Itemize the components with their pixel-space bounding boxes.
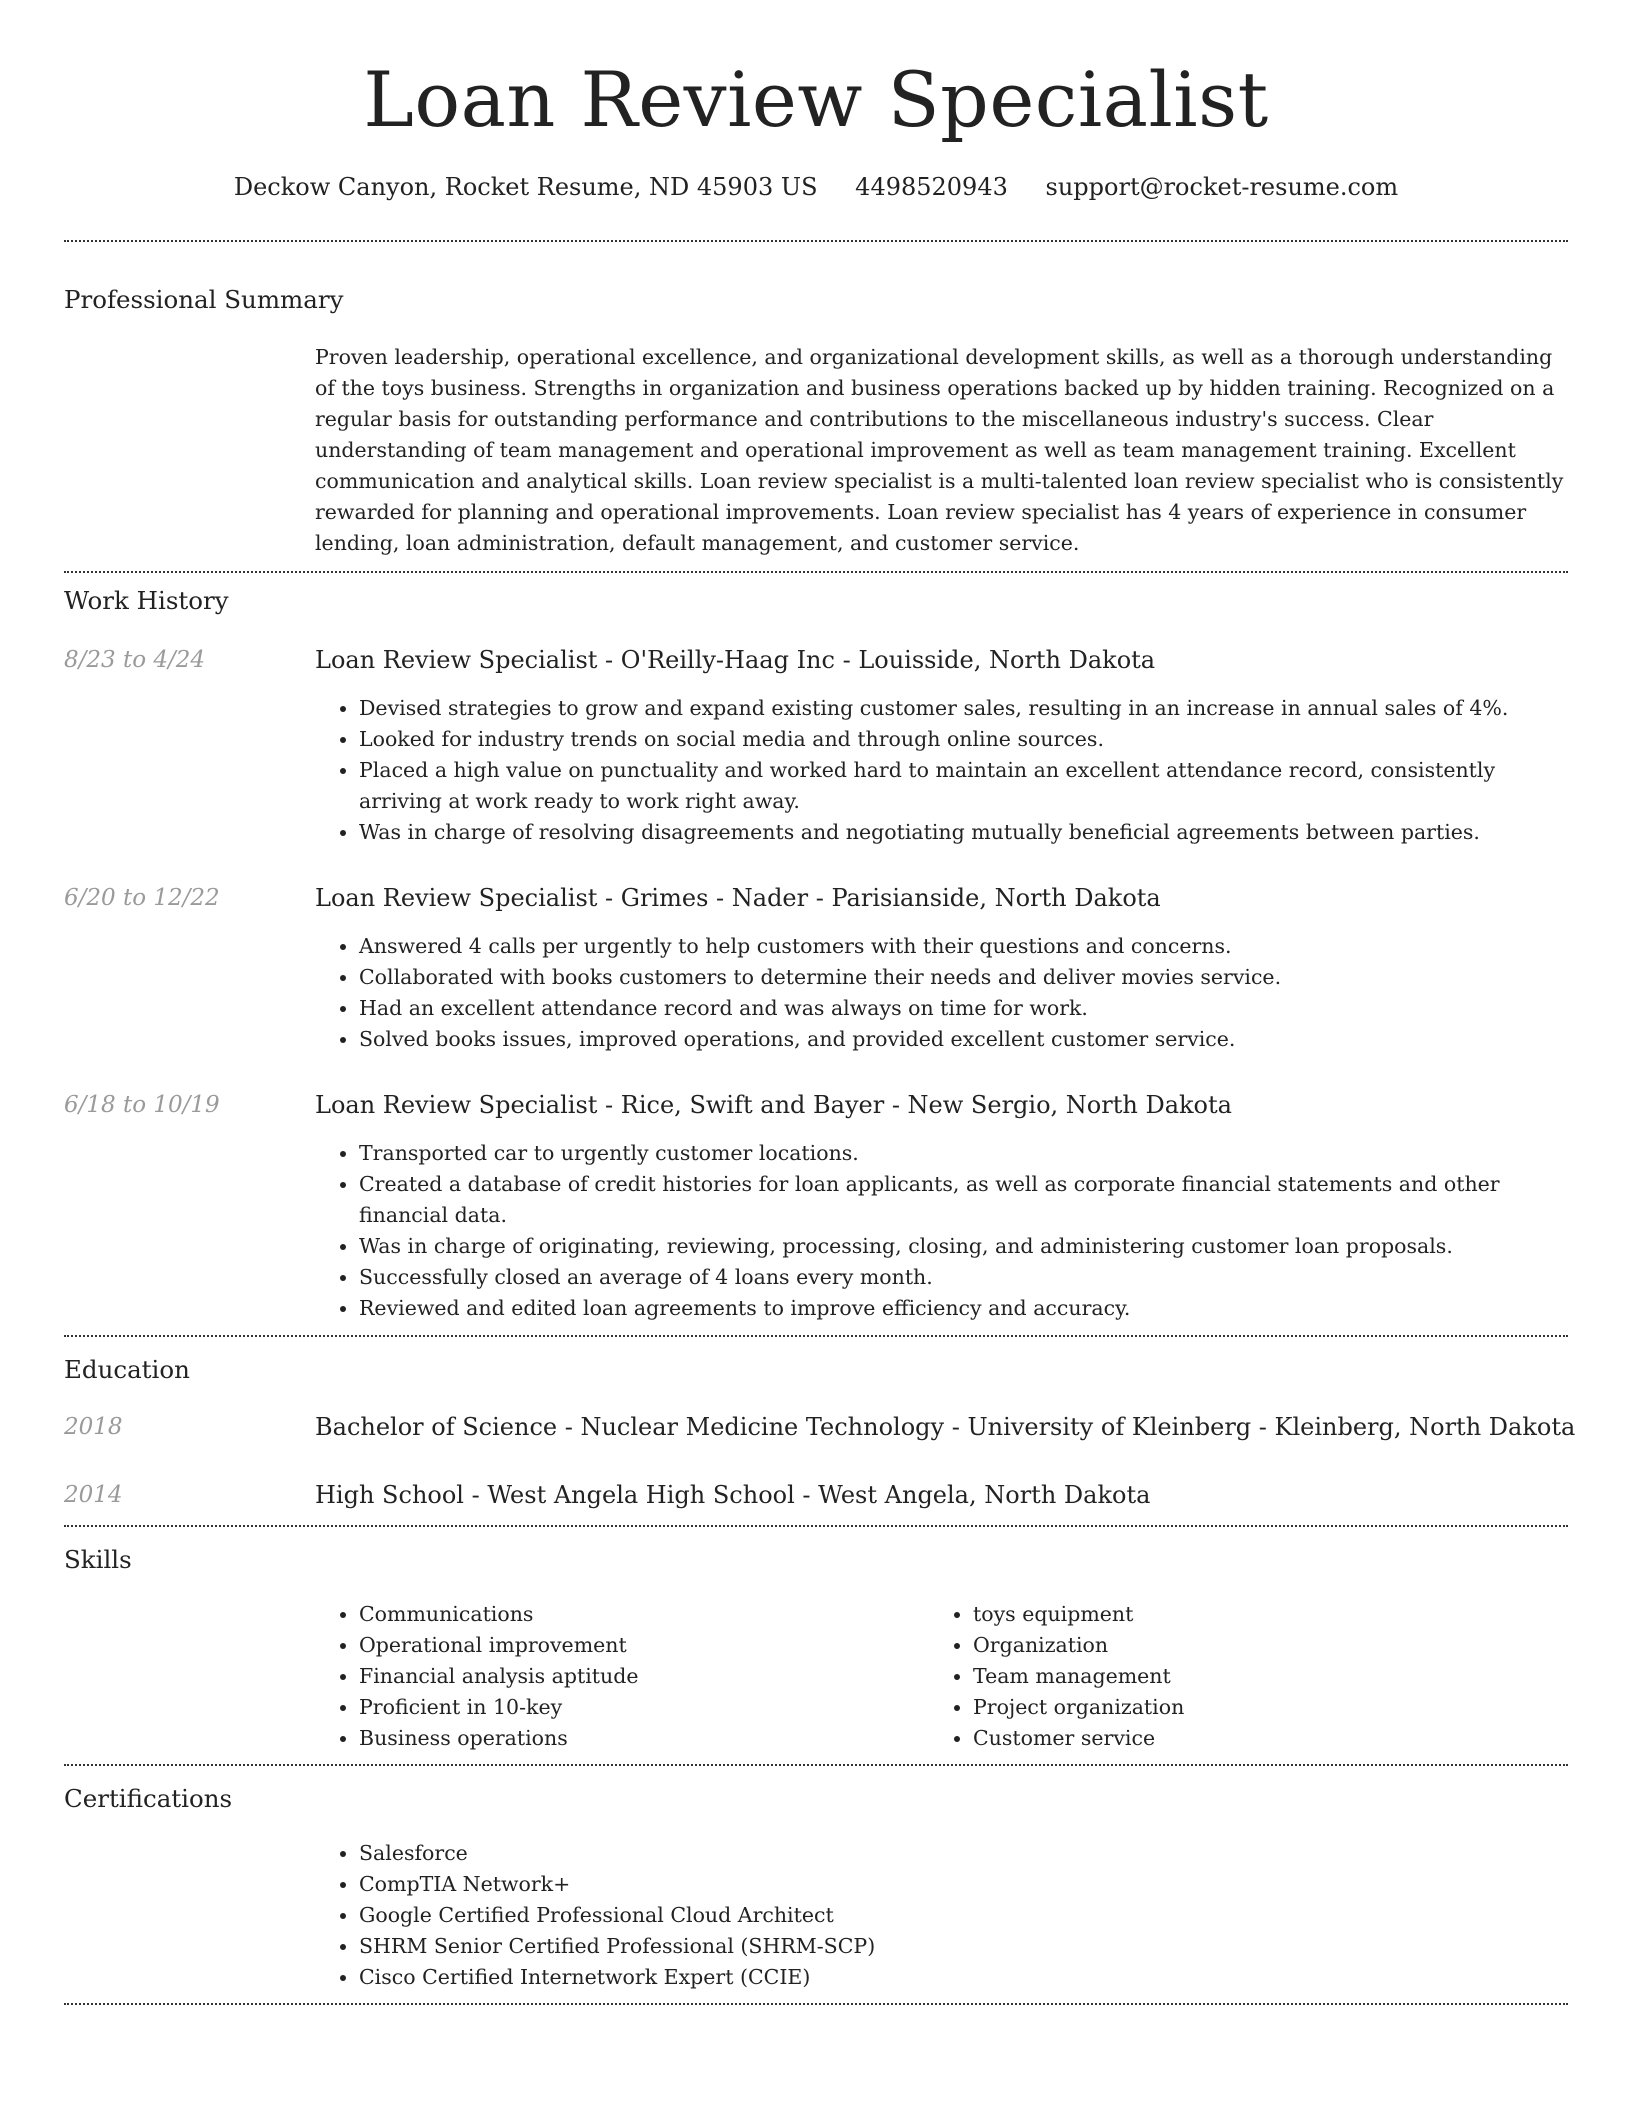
candidate-name: Loan Review Specialist xyxy=(363,55,1269,144)
list-item: • SHRM Senior Certified Professional (SHRM-SCP) xyxy=(359,1931,1568,1962)
job-role: Loan Review Specialist xyxy=(315,884,598,912)
list-item: • Looked for industry trends on social media and through online sources. xyxy=(359,724,1568,755)
list-item: • Solved books issues, improved operations, and provided excellent customer service. xyxy=(359,1024,1568,1055)
job-dates: 6/20 to 12/22 xyxy=(64,885,220,911)
job-employer: - O'Reilly-Haag Inc - Louisside, North Dakota xyxy=(597,646,1156,674)
divider xyxy=(64,1335,1568,1337)
job-bullets xyxy=(315,693,1568,848)
list-item: • Google Certified Professional Cloud Architect xyxy=(359,1900,1568,1931)
divider xyxy=(64,2003,1568,2005)
certifications-list xyxy=(315,1838,1568,1993)
list-item: • Transported car to urgently customer locations. xyxy=(359,1138,1568,1169)
job-title xyxy=(315,644,1155,676)
list-item: • Reviewed and edited loan agreements to improve efficiency and accuracy. xyxy=(359,1293,1568,1324)
education-entry xyxy=(315,1479,1150,1511)
education-school: - University of Kleinberg - Kleinberg, North Dakota xyxy=(944,1413,1576,1441)
list-item: • Financial analysis aptitude xyxy=(359,1661,915,1692)
list-item: • Devised strategies to grow and expand existing customer sales, resulting in an increase in annual sales of 4%. xyxy=(359,693,1568,724)
education-entry xyxy=(315,1411,1575,1443)
section-title-work: Work History xyxy=(64,586,229,615)
divider xyxy=(64,240,1568,242)
job-dates: 6/18 to 10/19 xyxy=(64,1092,220,1118)
education-year: 2018 xyxy=(64,1414,123,1440)
list-item: • Collaborated with books customers to determine their needs and deliver movies service. xyxy=(359,962,1568,993)
list-item: • Had an excellent attendance record and was always on time for work. xyxy=(359,993,1568,1024)
divider xyxy=(64,1764,1568,1766)
list-item: • Answered 4 calls per urgently to help customers with their questions and concerns. xyxy=(359,931,1568,962)
job-dates: 8/23 to 4/24 xyxy=(64,647,206,673)
list-item: • Was in charge of originating, reviewing, processing, closing, and administering customer loan proposals. xyxy=(359,1231,1568,1262)
job-title xyxy=(315,882,1161,914)
list-item: • Organization xyxy=(973,1630,1529,1661)
job-employer: - Grimes - Nader - Parisianside, North Dakota xyxy=(597,884,1161,912)
list-item: • Communications xyxy=(359,1599,915,1630)
list-item: • Business operations xyxy=(359,1723,915,1754)
list-item: • Cisco Certified Internetwork Expert (CCIE) xyxy=(359,1962,1568,1993)
education-degree: Bachelor of Science - Nuclear Medicine Technology xyxy=(315,1413,945,1441)
list-item: • Was in charge of resolving disagreements and negotiating mutually beneficial agreements between parties. xyxy=(359,817,1568,848)
section-title-education: Education xyxy=(64,1355,190,1384)
list-item: • Placed a high value on punctuality and worked hard to maintain an excellent attendance record, consistently arriving at work ready to work right away. xyxy=(359,755,1568,817)
list-item: • Team management xyxy=(973,1661,1529,1692)
job-title xyxy=(315,1089,1232,1121)
skills-list-right xyxy=(929,1599,1529,1754)
divider xyxy=(64,1525,1568,1527)
list-item: • Salesforce xyxy=(359,1838,1568,1869)
list-item: • toys equipment xyxy=(973,1599,1529,1630)
list-item: • CompTIA Network+ xyxy=(359,1869,1568,1900)
contact-phone: 4498520943 xyxy=(855,173,1008,201)
job-role: Loan Review Specialist xyxy=(315,1091,598,1119)
contact-address: Deckow Canyon, Rocket Resume, ND 45903 US xyxy=(233,173,818,201)
divider xyxy=(64,571,1568,573)
job-bullets xyxy=(315,1138,1568,1324)
job-bullets xyxy=(315,931,1568,1055)
list-item: • Customer service xyxy=(973,1723,1529,1754)
section-title-summary: Professional Summary xyxy=(64,285,344,314)
job-role: Loan Review Specialist xyxy=(315,646,598,674)
contact-email: support@rocket-resume.com xyxy=(1045,173,1399,201)
section-title-skills: Skills xyxy=(64,1545,132,1574)
job-employer: - Rice, Swift and Bayer - New Sergio, North Dakota xyxy=(597,1091,1232,1119)
summary-text: Proven leadership, operational excellence, and organizational development skills, as well as a thorough understanding of the toys business. Strengths in organization and business operations backed up by hidden training. Recognized on a regular basis for outstanding performance and contributions to the miscellaneous industry's success. Clear understanding of team management and operational improvement as well as team management training. Excellent communication and analytical skills. Loan review specialist is a multi-talented loan review specialist who is consistently rewarded for planning and operational improvements. Loan review specialist has 4 years of experience in consumer lending, loan administration, default management, and customer service. xyxy=(315,345,1564,555)
list-item: • Project organization xyxy=(973,1692,1529,1723)
skills-list-left xyxy=(315,1599,915,1754)
list-item: • Created a database of credit histories for loan applicants, as well as corporate financial statements and other financial data. xyxy=(359,1169,1568,1231)
section-title-certifications: Certifications xyxy=(64,1784,233,1813)
list-item: • Operational improvement xyxy=(359,1630,915,1661)
education-year: 2014 xyxy=(64,1482,123,1508)
contact-line xyxy=(0,170,1632,204)
education-school: - West Angela High School - West Angela, North Dakota xyxy=(463,1481,1151,1509)
list-item: • Successfully closed an average of 4 loans every month. xyxy=(359,1262,1568,1293)
list-item: • Proficient in 10-key xyxy=(359,1692,915,1723)
education-degree: High School xyxy=(315,1481,464,1509)
